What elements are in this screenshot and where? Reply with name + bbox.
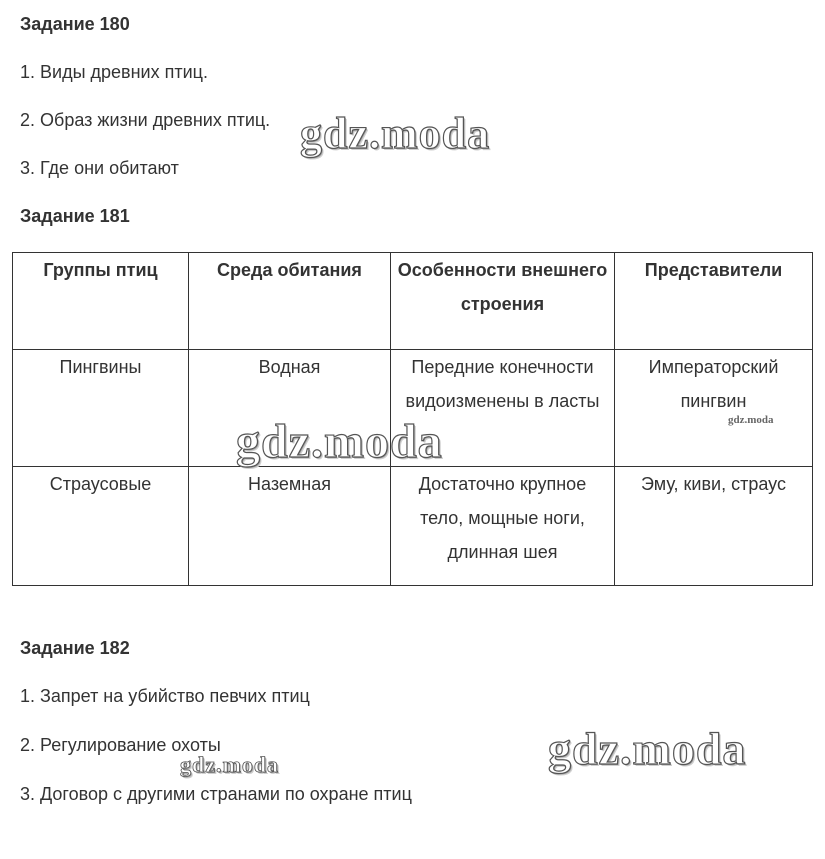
table-header-cell: Представители [615,253,813,350]
watermark-logo: gdz.moda [300,109,491,158]
task-180-item-1: 1. Виды древних птиц. [20,62,208,82]
table-cell: Наземная [189,467,391,586]
table-cell: Императорский пингвин [615,350,813,467]
table-header-cell: Особенности внешнего строения [391,253,615,350]
task-181-heading: Задание 181 [20,206,130,226]
table-cell: Водная [189,350,391,467]
table-cell: Достаточно крупное тело, мощные ноги, длинная шея [391,467,615,586]
table-header-cell: Среда обитания [189,253,391,350]
table-cell: Эму, киви, страус [615,467,813,586]
task-180-item-2: 2. Образ жизни древних птиц. [20,110,271,130]
table-cell: Передние конечности видоизменены в ласты [391,350,615,467]
task-182-item-1: 1. Запрет на убийство певчих птиц [20,686,310,706]
table-cell: Пингвины [13,350,189,467]
table-header-row [13,253,813,350]
task-180-item-3: 3. Где они обитают [20,158,179,178]
task-180-heading: Задание 180 [20,14,130,34]
watermark-logo: gdz.moda [548,723,747,774]
task-182-heading: Задание 182 [20,638,130,658]
watermark-logo: gdz.moda [236,415,443,468]
task-182-item-2: 2. Регулирование охоты [20,735,221,755]
task-182-item-3: 3. Договор с другими странами по охране птиц [20,784,412,804]
table-row [13,467,813,586]
watermark-small: gdz.moda [728,414,774,426]
watermark-logo: gdz.moda [180,752,280,777]
table-cell: Страусовые [13,467,189,586]
table-header-cell: Группы птиц [13,253,189,350]
